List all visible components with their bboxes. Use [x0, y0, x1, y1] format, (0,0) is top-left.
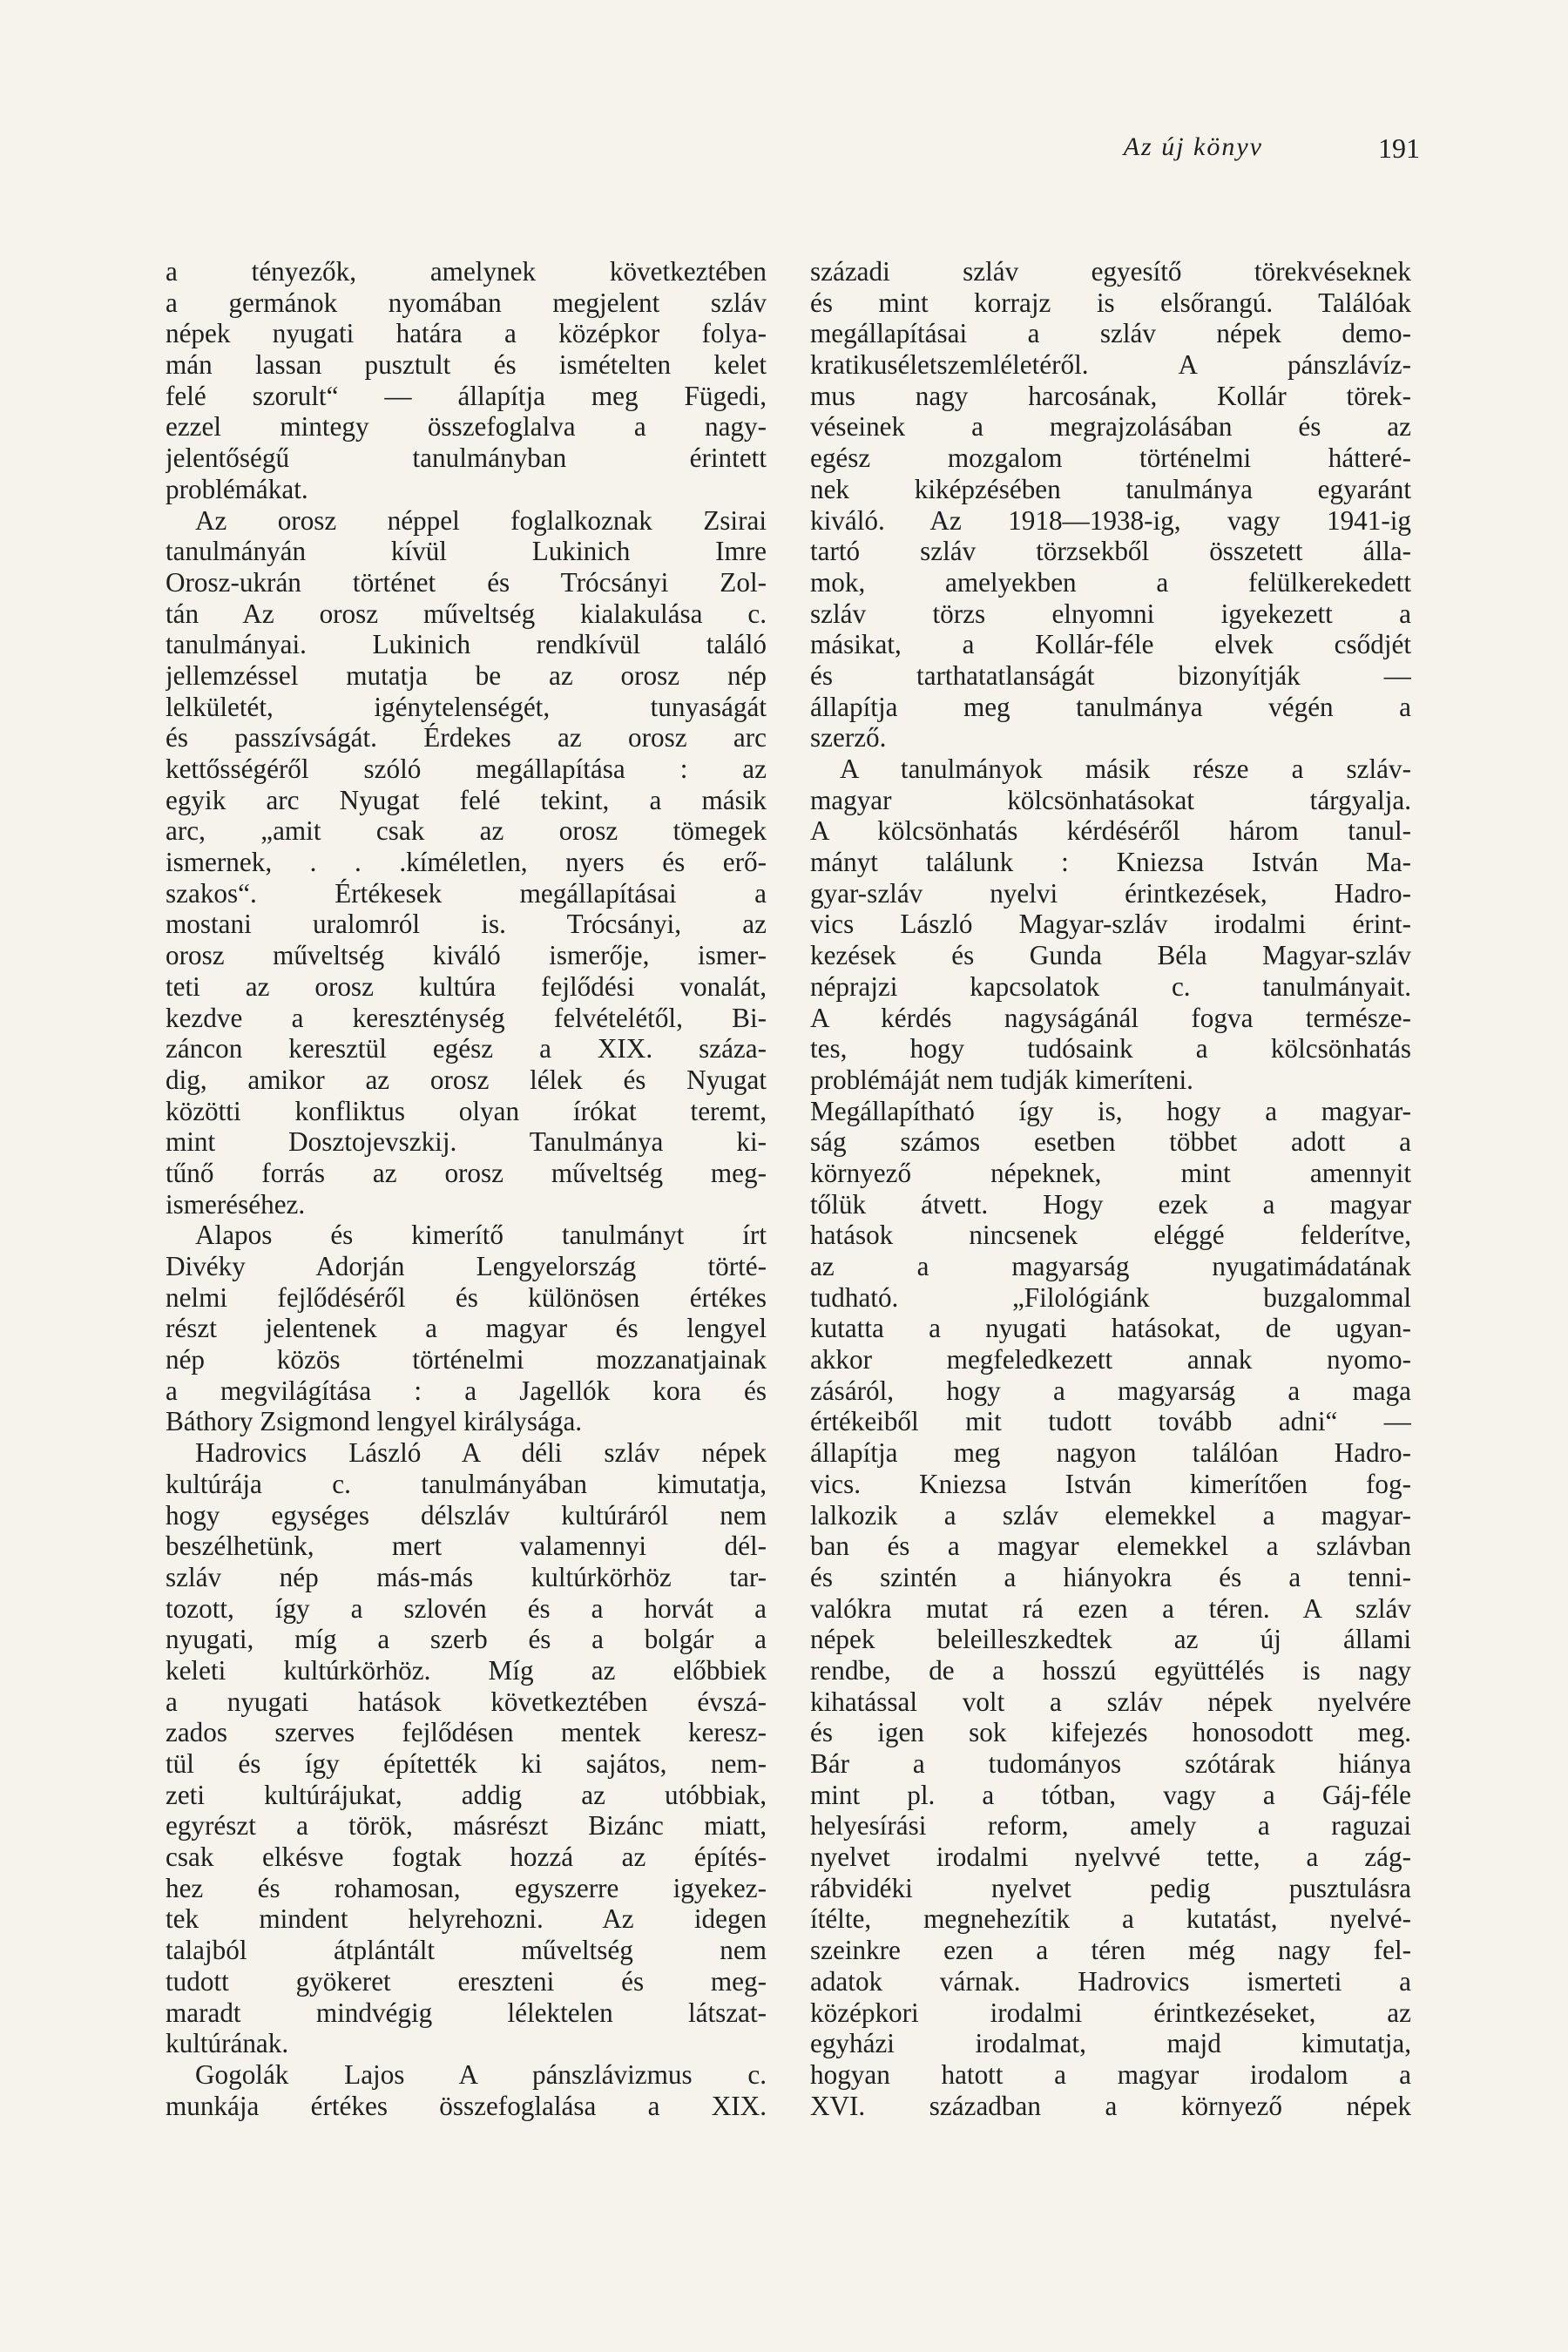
text-line: egész mozgalom történelmi hátteré- — [810, 443, 1411, 474]
text-line: tőlük átvett. Hogy ezek a magyar — [810, 1188, 1411, 1220]
text-line: népek beleilleszkedtek az új állami — [810, 1624, 1411, 1655]
text-line: A kölcsönhatás kérdéséről három tanul- — [810, 815, 1411, 847]
text-line: problémáját nem tudják kimeríteni. — [810, 1064, 1193, 1095]
text-line: egyik arc Nyugat felé tekint, a másik — [166, 784, 767, 815]
page-number: 191 — [1378, 132, 1420, 164]
text-line: szerző. — [810, 722, 887, 754]
text-line: tanulmányán kívül Lukinich Imre — [166, 536, 767, 567]
text-line: tozott, így a szlovén és a horvát a — [166, 1592, 767, 1624]
text-line: Az orosz néppel foglalkoznak Zsirai — [195, 504, 767, 536]
text-line: tán Az orosz műveltség kialakulása c. — [166, 598, 767, 629]
text-line: keleti kultúrkörhöz. Míg az előbbiek — [166, 1654, 767, 1686]
text-line: felé szorult“ — állapítja meg Fügedi, — [166, 380, 767, 411]
text-line: népek nyugati határa a középkor folya- — [166, 318, 767, 349]
text-line: tűnő forrás az orosz műveltség meg- — [166, 1157, 767, 1188]
text-line: századi szláv egyesítő törekvéseknek — [810, 256, 1411, 287]
text-line: szakos“. Értékesek megállapításai a — [166, 877, 767, 909]
text-line: problémákat. — [166, 473, 308, 504]
text-line: mus nagy harcosának, Kollár törek- — [810, 380, 1411, 411]
text-line: kezések és Gunda Béla Magyar-szláv — [810, 940, 1411, 971]
text-line: egyrészt a török, másrészt Bizánc miatt, — [166, 1810, 767, 1842]
text-line: szláv nép más-más kultúrkörhöz tar- — [166, 1561, 767, 1592]
text-line: hogy egységes délszláv kultúráról nem — [166, 1499, 767, 1531]
text-line: A tanulmányok másik része a szláv- — [840, 754, 1411, 784]
text-line: kutatta a nyugati hatásokat, de ugyan- — [810, 1313, 1411, 1344]
text-line: véseinek a megrajzolásában és az — [810, 411, 1411, 443]
text-line: Orosz-ukrán történet és Trócsányi Zol- — [166, 566, 767, 598]
text-line: teti az orosz kultúra fejlődési vonalát, — [166, 970, 767, 1002]
text-line: XVI. században a környező népek — [810, 2090, 1411, 2121]
text-line: tek mindent helyrehozni. Az idegen — [166, 1903, 767, 1935]
text-line: talajból átplántált műveltség nem — [166, 1935, 767, 1966]
text-line: Báthory Zsigmond lengyel királysága. — [166, 1406, 583, 1437]
text-line: mányt találunk : Kniezsa István Ma- — [810, 847, 1411, 878]
text-line: néprajzi kapcsolatok c. tanulmányait. — [810, 970, 1411, 1002]
text-line: és tarthatatlanságát bizonyítják — — [810, 659, 1411, 691]
text-line: tudott gyökeret ereszteni és meg- — [166, 1965, 767, 1997]
text-line: zeti kultúrájukat, addig az utóbbiak, — [166, 1779, 767, 1810]
text-line: nép közös történelmi mozzanatjainak — [166, 1344, 767, 1375]
text-line: dig, amikor az orosz lélek és Nyugat — [166, 1064, 767, 1095]
right-text-column — [810, 256, 1411, 2121]
text-line: nelmi fejlődéséről és különösen értékes — [166, 1281, 767, 1313]
text-line: ezzel mintegy összefoglalva a nagy- — [166, 411, 767, 443]
page-header — [166, 132, 1420, 176]
text-line: kiváló. Az 1918—1938-ig, vagy 1941-ig — [810, 504, 1411, 536]
text-line: valókra mutat rá ezen a téren. A szláv — [810, 1592, 1411, 1624]
text-line: záncon keresztül egész a XIX. száza- — [166, 1033, 767, 1064]
text-line: tudható. „Filológiánk buzgalommal — [810, 1281, 1411, 1313]
text-line: tartó szláv törzsekből összetett álla- — [810, 536, 1411, 567]
text-line: Divéky Adorján Lengyelország törté- — [166, 1251, 767, 1281]
text-line: kratikuséletszemléletéről. A pánszlávíz- — [810, 349, 1411, 381]
text-line: mok, amelyekben a felülkerekedett — [810, 566, 1411, 598]
text-line: hatások nincsenek eléggé felderítve, — [810, 1220, 1411, 1251]
text-line: ismernek, . . .kíméletlen, nyers és erő- — [166, 847, 767, 878]
text-line: Megállapítható így is, hogy a magyar- — [810, 1095, 1411, 1126]
text-line: mostani uralomról is. Trócsányi, az — [166, 909, 767, 940]
text-line: a nyugati hatások következtében évszá- — [166, 1686, 767, 1717]
text-line: a megvilágítása : a Jagellók kora és — [166, 1375, 767, 1406]
text-line: hez és rohamosan, egyszerre igyekez- — [166, 1872, 767, 1903]
text-line: vics László Magyar-szláv irodalmi érint- — [810, 909, 1411, 940]
text-line: szláv törzs elnyomni igyekezett a — [810, 598, 1411, 629]
text-line: gyar-szláv nyelvi érintkezések, Hadro- — [810, 877, 1411, 909]
text-line: szeinkre ezen a téren még nagy fel- — [810, 1935, 1411, 1966]
text-line: másikat, a Kollár-féle elvek csődjét — [810, 629, 1411, 660]
text-line: részt jelentenek a magyar és lengyel — [166, 1313, 767, 1344]
text-line: kihatással volt a szláv népek nyelvére — [810, 1686, 1411, 1717]
text-line: nyugati, míg a szerb és a bolgár a — [166, 1624, 767, 1655]
text-line: kultúrának. — [166, 2028, 289, 2059]
left-text-column — [166, 256, 767, 2121]
text-line: mint pl. a tótban, vagy a Gáj-féle — [810, 1779, 1411, 1810]
text-line: munkája értékes összefoglalása a XIX. — [166, 2090, 767, 2121]
text-line: megállapításai a szláv népek demo- — [810, 318, 1411, 349]
text-line: és igen sok kifejezés honosodott meg. — [810, 1717, 1411, 1748]
text-line: és passzívságát. Érdekes az orosz arc — [166, 722, 767, 754]
text-line: mint Dosztojevszkij. Tanulmánya ki- — [166, 1126, 767, 1158]
text-line: ítélte, megnehezítik a kutatást, nyelvé- — [810, 1903, 1411, 1935]
text-line: Alapos és kimerítő tanulmányt írt — [195, 1220, 767, 1251]
text-line: rendbe, de a hosszú együttélés is nagy — [810, 1654, 1411, 1686]
text-line: ban és a magyar elemekkel a szlávban — [810, 1531, 1411, 1562]
text-line: beszélhetünk, mert valamennyi dél- — [166, 1531, 767, 1562]
text-line: és mint korrajz is elsőrangú. Találóak — [810, 287, 1411, 318]
text-line: ság számos esetben többet adott a — [810, 1126, 1411, 1158]
text-line: lelkületét, igénytelenségét, tunyaságát — [166, 691, 767, 722]
text-line: csak elkésve fogtak hozzá az építés- — [166, 1842, 767, 1873]
text-line: helyesírási reform, amely a raguzai — [810, 1810, 1411, 1842]
text-line: magyar kölcsönhatásokat tárgyalja. — [810, 784, 1411, 815]
text-line: lalkozik a szláv elemekkel a magyar- — [810, 1499, 1411, 1531]
text-line: állapítja meg tanulmánya végén a — [810, 691, 1411, 722]
text-line: környező népeknek, mint amennyit — [810, 1157, 1411, 1188]
text-line: az a magyarság nyugatimádatának — [810, 1251, 1411, 1281]
text-line: vics. Kniezsa István kimerítően fog- — [810, 1468, 1411, 1499]
text-line: értékeiből mit tudott tovább adni“ — — [810, 1406, 1411, 1437]
text-line: középkori irodalmi érintkezéseket, az — [810, 1997, 1411, 2028]
text-line: jellemzéssel mutatja be az orosz nép — [166, 659, 767, 691]
text-line: zásáról, hogy a magyarság a maga — [810, 1375, 1411, 1406]
text-line: rábvidéki nyelvet pedig pusztulásra — [810, 1872, 1411, 1903]
text-line: orosz műveltség kiváló ismerője, ismer- — [166, 940, 767, 971]
text-line: kultúrája c. tanulmányában kimutatja, — [166, 1468, 767, 1499]
text-line: egyházi irodalmat, majd kimutatja, — [810, 2028, 1411, 2059]
text-line: jelentőségű tanulmányban érintett — [166, 443, 767, 474]
text-line: kezdve a kereszténység felvételétől, Bi- — [166, 1002, 767, 1033]
text-line: Bár a tudományos szótárak hiánya — [810, 1748, 1411, 1779]
text-line: ismeréséhez. — [166, 1188, 306, 1220]
text-line: tanulmányai. Lukinich rendkívül találó — [166, 629, 767, 660]
text-line: maradt mindvégig lélektelen látszat- — [166, 1997, 767, 2028]
text-line: arc, „amit csak az orosz tömegek — [166, 815, 767, 847]
text-line: a germánok nyomában megjelent szláv — [166, 287, 767, 318]
text-line: Hadrovics László A déli szláv népek — [195, 1437, 767, 1469]
text-line: a tényezők, amelynek következtében — [166, 256, 767, 287]
text-line: adatok várnak. Hadrovics ismerteti a — [810, 1965, 1411, 1997]
text-line: akkor megfeledkezett annak nyomo- — [810, 1344, 1411, 1375]
running-title: Az új könyv — [1123, 132, 1263, 161]
text-line: tül és így építették ki sajátos, nem- — [166, 1748, 767, 1779]
text-line: zados szerves fejlődésen mentek keresz- — [166, 1717, 767, 1748]
text-line: A kérdés nagyságánál fogva természe- — [810, 1002, 1411, 1033]
text-line: kettősségéről szóló megállapítása : az — [166, 754, 767, 784]
text-line: hogyan hatott a magyar irodalom a — [810, 2058, 1411, 2090]
text-line: és szintén a hiányokra és a tenni- — [810, 1561, 1411, 1592]
text-line: nek kiképzésében tanulmánya egyaránt — [810, 473, 1411, 504]
text-line: Gogolák Lajos A pánszlávizmus c. — [195, 2058, 767, 2090]
text-line: tes, hogy tudósaink a kölcsönhatás — [810, 1033, 1411, 1064]
text-line: közötti konfliktus olyan írókat teremt, — [166, 1095, 767, 1126]
text-line: állapítja meg nagyon találóan Hadro- — [810, 1437, 1411, 1469]
text-line: nyelvet irodalmi nyelvvé tette, a zág- — [810, 1842, 1411, 1873]
text-line: mán lassan pusztult és ismételten kelet — [166, 349, 767, 381]
